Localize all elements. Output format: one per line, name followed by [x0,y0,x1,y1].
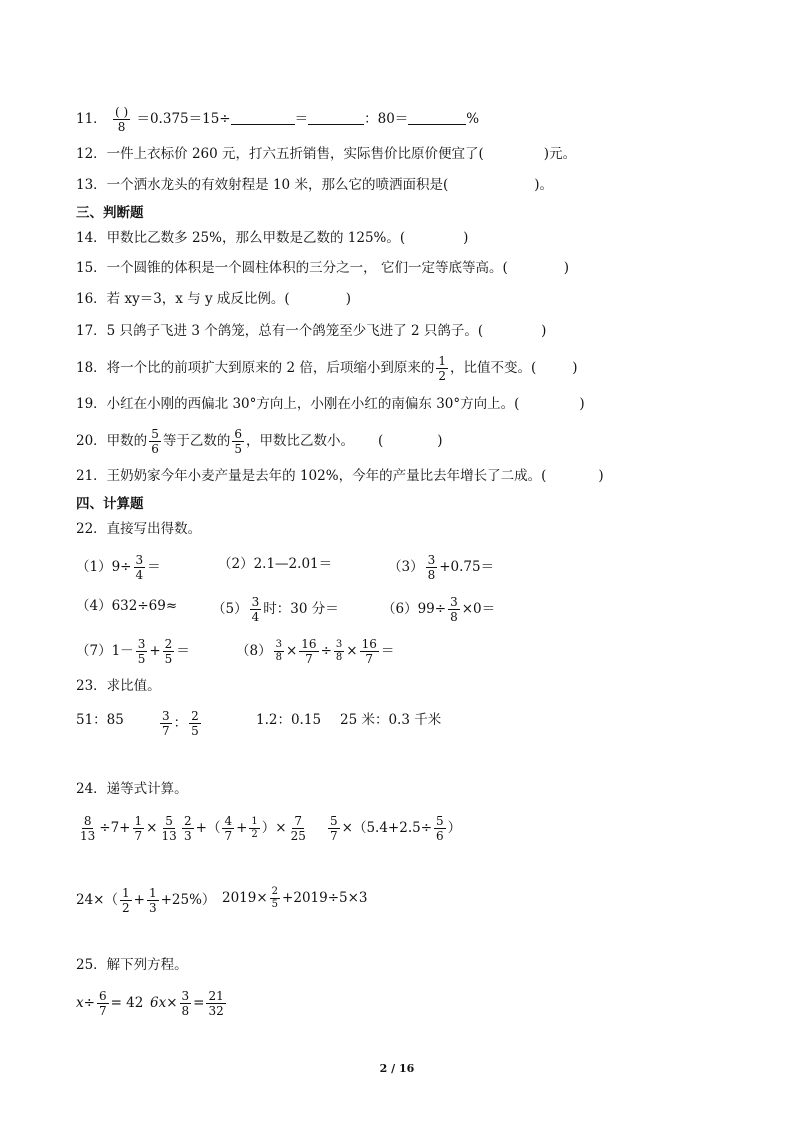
fraction: $\frac{( )}{8}$ [114,105,129,134]
question-21: 21．王奶奶家今年小麦产量是去年的 102%，今年的产量比去年增长了二成。( ) [76,468,604,484]
question-20: 20．甲数的 $\frac{5}{6}$ 等于乙数的 $\frac{6}{5}$ ，甲数比乙数小。 ( ) [76,427,443,456]
section-heading-calculation: 四、计算题 [76,496,144,512]
question-25-title: 25．解下列方程。 [76,957,188,973]
question-14: 14．甲数比乙数多 25%，那么甲数是乙数的 125%。( ) [76,230,469,246]
q22-item-3: （3） $\frac{3}{8}$ +0.75＝ [388,553,495,582]
q23-item-a: 51：85 [76,712,124,728]
question-13: 13．一个洒水龙头的有效射程是 10 米，那么它的喷洒面积是( )。 [76,177,553,193]
question-15: 15．一个圆锥的体积是一个圆柱体积的三分之一， 它们一定等底等高。( ) [76,260,570,276]
question-18: 18．将一个比的前项扩大到原来的 2 倍，后项缩小到原来的 $\frac{1}{2}$ ，比值不变。( ) [76,354,578,383]
q22-item-8: （8） $\frac{3}{8}$ × $\frac{16}{7}$ ÷ $\frac{3}{8}$ × $\frac{16}{7}$ ＝ [236,637,395,666]
q23-item-b: $\frac{3}{7}$ ： $\frac{2}{5}$ [162,709,199,738]
q24-expr-3: $\frac{5}{7}$ ×（5.4+2.5÷ $\frac{5}{6}$ ） [330,814,462,843]
question-24-title: 24．递等式计算。 [76,781,188,797]
q25-equation-2: 6x× $\frac{3}{8}$ = $\frac{21}{32}$ [150,989,224,1018]
answer-blank[interactable] [308,110,364,125]
q24-expr-1: $\frac{8}{13}$ ÷7+ $\frac{1}{7}$ × $\frac{5}{13}$ [80,814,177,843]
answer-blank[interactable] [408,110,466,125]
q22-item-6: （6）99÷ $\frac{3}{8}$ ×0＝ [382,595,496,624]
fraction: $\frac{6}{5}$ [234,427,242,456]
fraction: $\frac{5}{6}$ [151,427,159,456]
q24-expr-2: $\frac{2}{3}$ +（ $\frac{4}{7}$ + $\frac{1}{2}$ ）× $\frac{7}{25}$ [184,814,306,843]
question-12: 12．一件上衣标价 260 元，打六五折销售，实际售价比原价便宜了( )元。 [76,146,577,162]
q23-item-c: 1.2：0.15 [256,712,322,728]
q23-item-d: 25 米：0.3 千米 [340,712,442,728]
q25-equation-1: x÷ $\frac{6}{7}$ = 42 [76,989,144,1018]
fraction: $\frac{1}{2}$ [438,354,446,383]
question-23-title: 23．求比值。 [76,678,161,694]
question-22-title: 22．直接写出得数。 [76,521,202,537]
question-11: 11． $\frac{( )}{8}$ ＝0.375＝15÷ ＝ ：80＝ % [76,105,480,134]
q22-item-1: （1）9÷ $\frac{3}{4}$ ＝ [76,553,161,582]
section-heading-judgement: 三、判断题 [76,205,144,221]
question-16: 16．若 xy＝3，x 与 y 成反比例。( ) [76,291,351,307]
q22-item-7: （7）1－ $\frac{3}{5}$ + $\frac{2}{5}$ ＝ [76,637,190,666]
question-19: 19．小红在小刚的西偏北 30°方向上，小刚在小红的南偏东 30°方向上。( ) [76,396,585,412]
page-number: 2 / 16 [379,1062,415,1075]
q22-item-5: （5） $\frac{3}{4}$ 时：30 分＝ [212,595,339,624]
q24-expr-4: 24×（ $\frac{1}{2}$ + $\frac{1}{3}$ +25%） [76,886,216,915]
q22-item-4: （4）632÷69≈ [76,598,178,614]
answer-blank[interactable] [231,110,295,125]
q24-expr-5: 2019× $\frac{2}{5}$ +2019÷5×3 [222,886,368,910]
question-17: 17．5 只鸽子飞进 3 个鸽笼，总有一个鸽笼至少飞进了 2 只鸽子。( ) [76,323,547,339]
q22-item-2: （2）2.1—2.01＝ [218,556,333,572]
